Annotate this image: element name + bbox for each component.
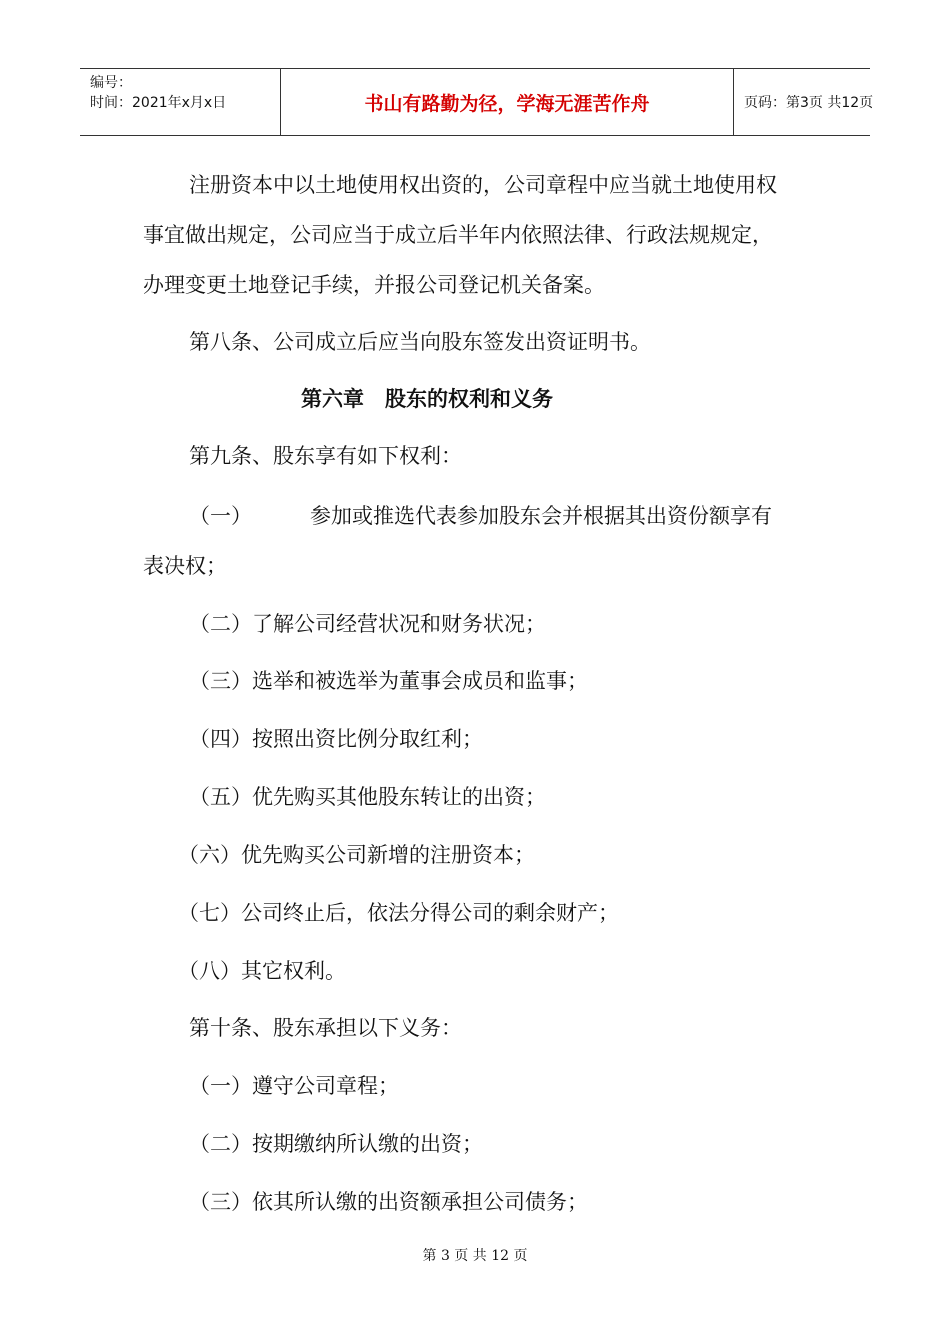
right-item-6: （六）优先购买公司新增的注册资本； <box>178 843 535 867</box>
document-number-label: 编号： <box>90 75 132 91</box>
duty-item-3: （三）依其所认缴的出资额承担公司债务； <box>189 1190 588 1214</box>
article-8: 第八条、公司成立后应当向股东签发出资证明书。 <box>189 330 651 354</box>
right-item-1 <box>189 502 772 530</box>
right-item-2: （二）了解公司经营状况和财务状况； <box>189 612 546 636</box>
chapter-6-heading: 第六章 股东的权利和义务 <box>301 387 553 411</box>
right-item-1-continuation: 表决权； <box>143 554 227 578</box>
right-item-1-number: （一） <box>189 504 252 528</box>
paragraph-line: 事宜做出规定，公司应当于成立后半年内依照法律、行政法规规定， <box>143 223 773 247</box>
right-item-1-text: 参加或推选代表参加股东会并根据其出资份额享有 <box>310 504 772 528</box>
page-footer: 第 3 页 共 12 页 <box>422 1248 528 1264</box>
header-page-label: 页码：第3页 共12页 <box>744 95 874 111</box>
paragraph-line: 办理变更土地登记手续，并报公司登记机关备案。 <box>143 273 605 297</box>
page-header <box>80 68 874 136</box>
right-item-7: （七）公司终止后，依法分得公司的剩余财产； <box>178 901 619 925</box>
right-item-5: （五）优先购买其他股东转让的出资； <box>189 785 546 809</box>
header-meta <box>80 69 281 135</box>
paragraph-line: 注册资本中以土地使用权出资的，公司章程中应当就土地使用权 <box>189 173 777 197</box>
article-9: 第九条、股东享有如下权利： <box>189 444 462 468</box>
article-10: 第十条、股东承担以下义务： <box>189 1016 462 1040</box>
right-item-4: （四）按照出资比例分取红利； <box>189 727 483 751</box>
right-item-8: （八）其它权利。 <box>178 959 346 983</box>
right-item-3: （三）选举和被选举为董事会成员和监事； <box>189 669 588 693</box>
duty-item-1: （一）遵守公司章程； <box>189 1074 399 1098</box>
header-motto: 书山有路勤为径，学海无涯苦作舟 <box>281 69 734 135</box>
duty-item-2: （二）按期缴纳所认缴的出资； <box>189 1132 483 1156</box>
document-date-label: 时间：2021年x月x日 <box>90 95 227 111</box>
